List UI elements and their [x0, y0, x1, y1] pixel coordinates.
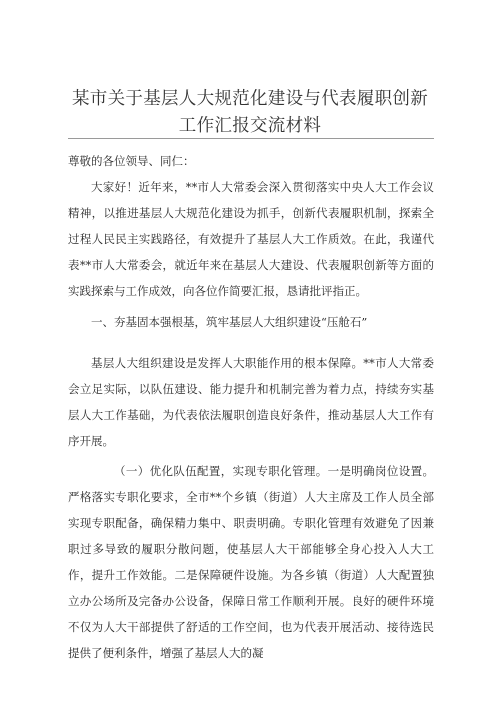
- title-divider: [68, 138, 434, 139]
- title-line-2: 工作汇报交流材料: [178, 116, 322, 136]
- section-heading-1: 一、夯基固本强根基，筑牢基层人大组织建设“压舱石”: [91, 315, 368, 329]
- body-paragraph-1: 大家好！近年来，**市人大常委会深入贯彻落实中央人大工作会议精神，以推进基层人大规范化建设为抓手，创新代表履职机制，探索全过程人民民主实践路径，有效提升了基层人大工作质效。在此，我谨代表**市人大常委会，就近年来在基层人大建设、代表履职创新等方面的实践探索与工作成效，向各位作简要汇报，恳请批评指正。: [68, 180, 434, 298]
- body-paragraph-2: 基层人大组织建设是发挥人大职能作用的根本保障。**市人大常委会立足实际，以队伍建设、能力提升和机制完善为着力点，持续夯实基层人大工作基础，为代表依法履职创造良好条件，推动基层人大工作有序开展。: [68, 356, 434, 448]
- salutation: 尊敬的各位领导、同仁：: [68, 154, 195, 168]
- body-paragraph-3: （一）优化队伍配置，实现专职化管理。一是明确岗位设置。严格落实专职化要求，全市**个乡镇（街道）人大主席及工作人员全部实现专职配备，确保精力集中、职责明确。专职化管理有效避免了因兼职过多导致的履职分散问题，使基层人大干部能够全身心投入人大工作，提升工作效能。二是保障硬件设施。为各乡镇（街道）人大配置独立办公场所及完备办公设备，保障日常工作顺利开展。良好的硬件环境不仅为人大干部提供了舒适的工作空间，也为代表开展活动、接待选民提供了便利条件，增强了基层人大的凝: [68, 464, 434, 660]
- document-title: [40, 86, 460, 140]
- title-line-1: 某市关于基层人大规范化建设与代表履职创新: [72, 89, 428, 109]
